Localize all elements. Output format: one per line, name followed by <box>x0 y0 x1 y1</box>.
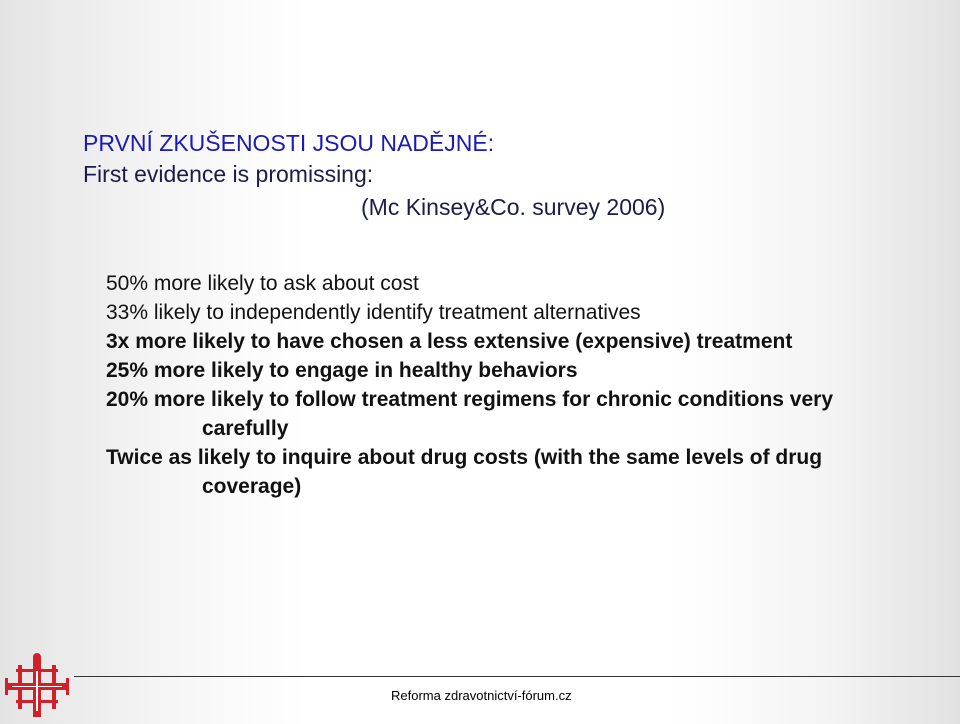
title-english: First evidence is promissing: <box>83 161 374 187</box>
bullet-item: 3x more likely to have chosen a less extensive (expensive) treatment <box>106 330 793 353</box>
bullet-item: 25% more likely to engage in healthy behaviors <box>106 359 578 382</box>
bullet-item: Twice as likely to inquire about drug costs (with the same levels of drug coverage) <box>106 446 823 498</box>
title-czech: PRVNÍ ZKUŠENOSTI JSOU NADĚJNÉ: <box>83 130 495 156</box>
footer-divider <box>74 676 960 677</box>
bullet-item: 33% likely to independently identify treatment alternatives <box>106 301 641 324</box>
title-source: (Mc Kinsey&Co. survey 2006) <box>361 194 666 220</box>
title-block <box>83 128 903 224</box>
bullet-list <box>106 269 906 501</box>
bullet-item: 20% more likely to follow treatment regimens for chronic conditions very carefully <box>106 388 834 440</box>
footer-text: Reforma zdravotnictví-fórum.cz <box>391 688 572 703</box>
reforma-cross-logo-icon <box>2 651 72 719</box>
bullet-item: 50% more likely to ask about cost <box>106 272 419 295</box>
